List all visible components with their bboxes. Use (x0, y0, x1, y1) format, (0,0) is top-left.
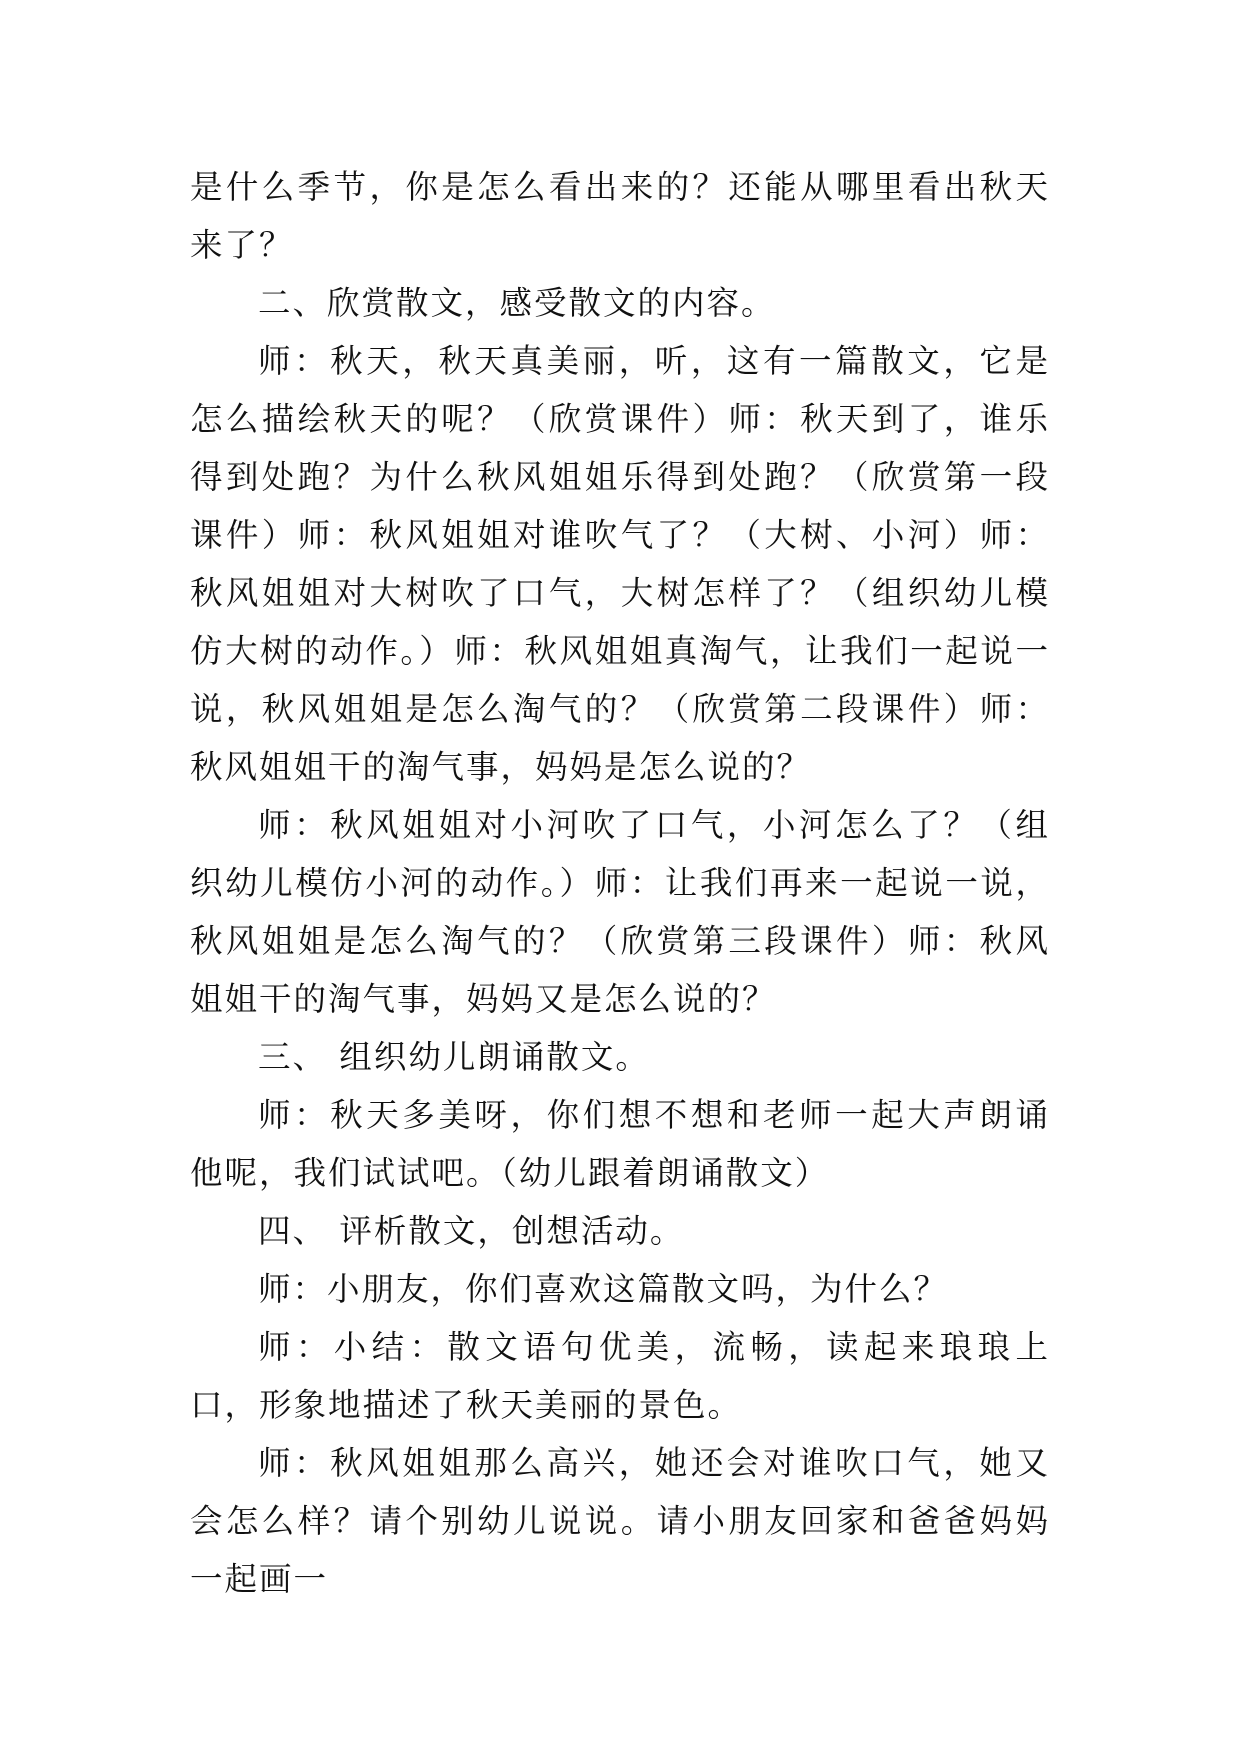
section-heading-analyze-prose: 四、 评析散文，创想活动。 (258, 1212, 685, 1250)
paragraph-teacher-dialogue-3: 师：秋天多美呀，你们想不想和老师一起大声朗诵他呢，我们试试吧。（幼儿跟着朗诵散文） (190, 1096, 1050, 1192)
paragraph-teacher-dialogue-4: 师：秋风姐姐那么高兴，她还会对谁吹口气，她又会怎么样？请个别幼儿说说。请小朋友回家和爸爸妈妈一起画一 (190, 1444, 1050, 1598)
section-heading-recite-prose: 三、 组织幼儿朗诵散文。 (258, 1038, 650, 1076)
paragraph-teacher-question: 师：小朋友，你们喜欢这篇散文吗，为什么？ (258, 1270, 949, 1308)
paragraph-teacher-dialogue-1: 师：秋天，秋天真美丽，听，这有一篇散文，它是怎么描绘秋天的呢？（欣赏课件）师：秋天到了，谁乐得到处跑？为什么秋风姐姐乐得到处跑？（欣赏第一段课件）师：秋风姐姐对谁吹气了？（大树、小河）师：秋风姐姐对大树吹了口气，大树怎样了？（组织幼儿模仿大树的动作。）师：秋风姐姐真淘气，让我们一起说一说，秋风姐姐是怎么淘气的？（欣赏第二段课件）师：秋风姐姐干的淘气事，妈妈是怎么说的？ (190, 342, 1050, 786)
paragraph-teacher-dialogue-2: 师：秋风姐姐对小河吹了口气，小河怎么了？（组织幼儿模仿小河的动作。）师：让我们再来一起说一说，秋风姐姐是怎么淘气的？（欣赏第三段课件）师：秋风姐姐干的淘气事，妈妈又是怎么说的？ (190, 806, 1050, 1018)
paragraph-continuation: 是什么季节，你是怎么看出来的？还能从哪里看出秋天来了？ (190, 168, 1050, 264)
document-body (190, 158, 1050, 1608)
section-heading-appreciate-prose: 二、欣赏散文，感受散文的内容。 (258, 284, 776, 322)
paragraph-teacher-summary: 师：小结：散文语句优美，流畅，读起来琅琅上口，形象地描述了秋天美丽的景色。 (190, 1328, 1050, 1424)
